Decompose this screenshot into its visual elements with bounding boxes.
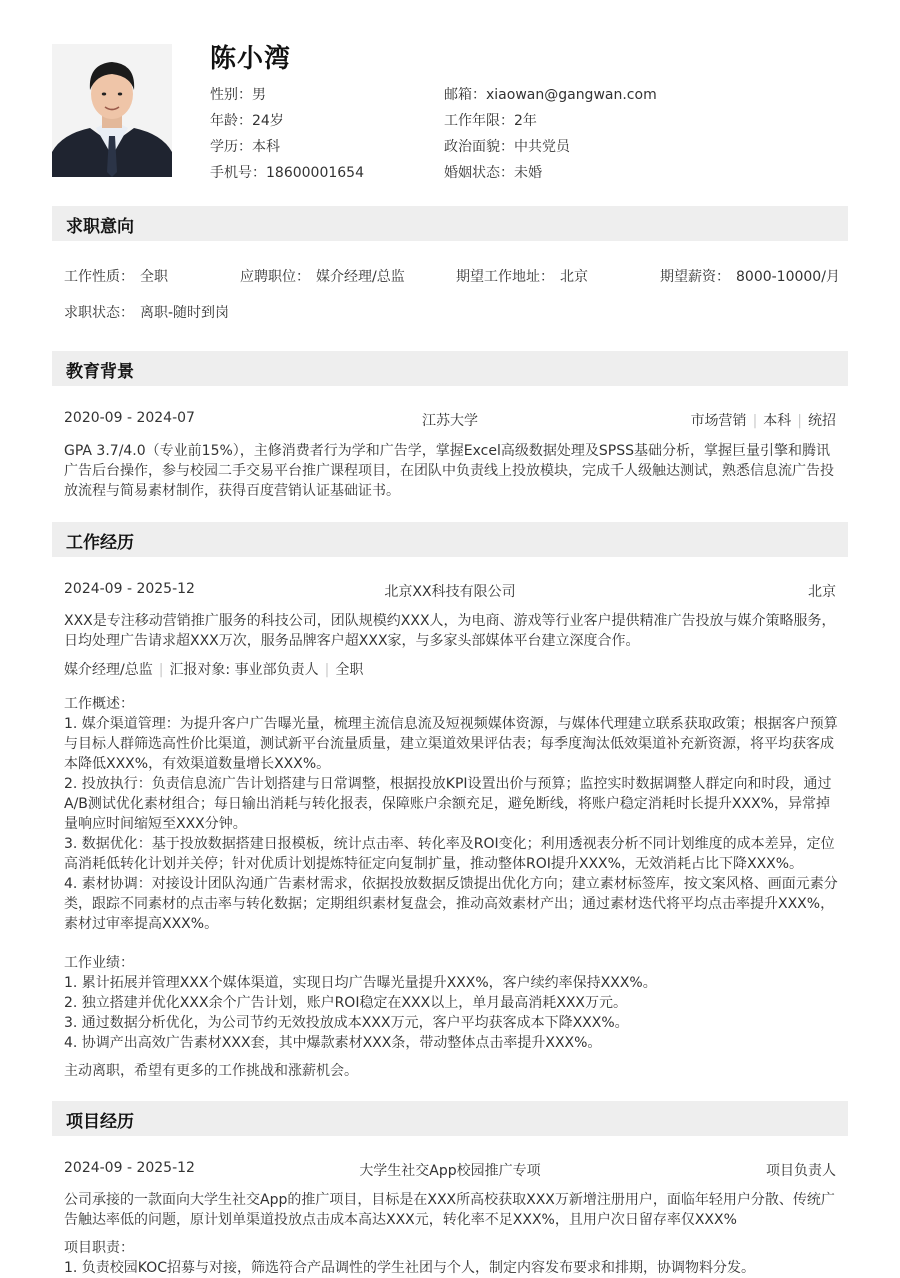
- section-title: 项目经历: [66, 1112, 134, 1132]
- info-gender: [210, 84, 266, 104]
- info-label: 邮箱：: [444, 87, 486, 103]
- info-phone: [210, 162, 364, 182]
- field-label: 期望薪资：: [660, 269, 730, 285]
- text-line: XXX是专注移动营销推广服务的科技公司，团队规模约XXX人，为电商、游戏等行业客户提供精准广告投放与媒介策略服务，: [64, 613, 836, 629]
- text-line: 类，跟踪不同素材的点击率与转化数据；定期组织素材复盘会，推动高效素材产出；通过素材迭代将平均点击率提升XXX%，: [64, 896, 835, 912]
- info-work-years: [444, 110, 537, 130]
- field-value: 离职-随时到岗: [140, 305, 230, 321]
- field-label: 应聘职位：: [240, 269, 310, 285]
- work-results: [64, 953, 839, 1053]
- text-line: 公司承接的一款面向大学生社交App的推广项目，目标是在XXX所高校获取XXX万新增注册用户，面临年轻用户分散、传统广: [64, 1192, 835, 1208]
- text-line: 量响应时间缩短至XXX分钟。: [64, 816, 247, 832]
- work-city: 北京: [808, 584, 836, 600]
- intent-status: [64, 302, 229, 322]
- text-line: A/B测试优化素材组合；每日输出消耗与转化报表，保障账户余额充足，避免断线，将账户稳定消耗时长提升XXX%，异常掉: [64, 796, 830, 812]
- info-label: 学历：: [210, 139, 252, 155]
- text-line: 3. 数据优化：基于投放数据搭建日报模板，统计点击率、转化率及ROI变化；利用透视表分析不同计划维度的成本差异，定位: [64, 836, 835, 852]
- intent-salary: [660, 266, 840, 286]
- text-line: 4. 协调产出高效广告素材XXX套，其中爆款素材XXX条，带动整体点击率提升XXX%。: [64, 1035, 602, 1051]
- text-line: 2. 独立搭建并优化XXX余个广告计划，账户ROI稳定在XXX以上，单月最高消耗XXX万元。: [64, 995, 627, 1011]
- info-value: xiaowan@gangwan.com: [486, 87, 657, 103]
- info-political: [444, 136, 570, 156]
- section-header-work: [52, 522, 848, 557]
- info-label: 政治面貌：: [444, 139, 514, 155]
- text-line: 放流程与简易素材制作，获得百度营销认证基础证书。: [64, 483, 400, 499]
- info-label: 年龄：: [210, 113, 252, 129]
- field-value: 媒介经理/总监: [316, 269, 405, 285]
- text-line: 2. 投放执行：负责信息流广告计划搭建与日常调整，根据投放KPI设置出价与预算；监控实时数据调整人群定向和时段，通过: [64, 776, 832, 792]
- tag-report-to: 汇报对象: 事业部负责人: [169, 662, 319, 678]
- work-leave-reason: 主动离职，希望有更多的工作挑战和涨薪机会。: [64, 1063, 358, 1079]
- work-tags: [64, 659, 363, 679]
- tag-title: 媒介经理/总监: [64, 662, 153, 678]
- info-value: 未婚: [514, 165, 542, 181]
- text-line: 4. 素材协调：对接设计团队沟通广告素材需求，依据投放数据反馈提出优化方向；建立素材标签库，按文案风格、画面元素分: [64, 876, 838, 892]
- work-company: 北京XX科技有限公司: [384, 584, 516, 600]
- info-value: 2年: [514, 113, 537, 129]
- field-label: 求职状态：: [64, 305, 134, 321]
- info-label: 性别：: [210, 87, 252, 103]
- info-marital: [444, 162, 542, 182]
- tag-separator: |: [158, 662, 164, 678]
- education-period: 2020-09 - 2024-07: [64, 410, 195, 426]
- project-period: 2024-09 - 2025-12: [64, 1160, 195, 1176]
- field-label: 工作性质：: [64, 269, 134, 285]
- info-value: 本科: [252, 139, 280, 155]
- tag-separator: |: [797, 413, 802, 429]
- section-header-project: [52, 1101, 848, 1136]
- text-line: 与目标人群筛选高性价比渠道，测试新平台流量质量，建立渠道效果评估表；每季度淘汰低效渠道补充新资源，将平均获客成: [64, 736, 834, 752]
- tag-type: 全职: [335, 662, 364, 678]
- section-header-education: [52, 351, 848, 386]
- text-line: 1. 负责校园KOC招募与对接，筛选符合产品调性的学生社团与个人，制定内容发布要求和排期，协调物料分发。: [64, 1260, 756, 1276]
- project-role: 项目负责人: [766, 1163, 836, 1179]
- text-line: 告触达率低的问题，原计划单渠道投放点击成本高达XXX元，转化率不足XXX%，且用户次日留存率仅XXX%: [64, 1212, 737, 1228]
- text-line: 3. 通过数据分析优化，为公司节约无效投放成本XXX万元，客户平均获客成本下降XXX%。: [64, 1015, 629, 1031]
- info-label: 婚姻状态：: [444, 165, 514, 181]
- field-value: 8000-10000/月: [736, 269, 840, 285]
- candidate-name: 陈小湾: [210, 44, 292, 74]
- project-description: [64, 1190, 839, 1230]
- section-title: 工作经历: [66, 533, 134, 553]
- text-line: 本降低XXX%，有效渠道数量增长XXX%。: [64, 756, 331, 772]
- person-photo-icon: [52, 44, 172, 177]
- tag-degree: 本科: [763, 413, 792, 429]
- tag-separator: |: [752, 413, 758, 429]
- tag-major: 市场营销: [690, 413, 747, 429]
- project-name: 大学生社交App校园推广专项: [359, 1163, 541, 1179]
- text-line: 广告后台操作，参与校园二手交易平台推广课程项目，在团队中负责线上投放模块，完成千人级触达测试，熟悉信息流广告投: [64, 463, 834, 479]
- info-value: 男: [252, 87, 266, 103]
- text-line: 1. 累计拓展并管理XXX个媒体渠道，实现日均广告曝光量提升XXX%，客户续约率保持XXX%。: [64, 975, 657, 991]
- info-value: 18600001654: [266, 165, 364, 181]
- text-line: 项目职责：: [64, 1240, 134, 1256]
- section-title: 求职意向: [66, 217, 134, 237]
- work-overview: [64, 694, 839, 934]
- tag-type: 统招: [808, 413, 836, 429]
- profile-photo: [52, 44, 172, 177]
- info-email: [444, 84, 657, 104]
- intent-position: [240, 266, 405, 286]
- text-line: 工作业绩：: [64, 955, 134, 971]
- text-line: 工作概述：: [64, 696, 134, 712]
- text-line: 1. 媒介渠道管理：为提升客户广告曝光量，梳理主流信息流及短视频媒体资源，与媒体代理建立联系获取政策；根据客户预算: [64, 716, 838, 732]
- info-education: [210, 136, 280, 156]
- intent-location: [456, 266, 588, 286]
- info-label: 工作年限：: [444, 113, 514, 129]
- tag-separator: |: [324, 662, 330, 678]
- info-age: [210, 110, 284, 130]
- field-value: 全职: [140, 269, 168, 285]
- intent-nature: [64, 266, 168, 286]
- education-school: 江苏大学: [422, 413, 478, 429]
- text-line: GPA 3.7/4.0（专业前15%），主修消费者行为学和广告学，掌握Excel高级数据处理及SPSS基础分析，掌握巨量引擎和腾讯: [64, 443, 830, 459]
- field-value: 北京: [560, 269, 588, 285]
- info-value: 中共党员: [514, 139, 570, 155]
- education-tags: [560, 410, 836, 430]
- field-label: 期望工作地址：: [456, 269, 554, 285]
- work-period: 2024-09 - 2025-12: [64, 581, 195, 597]
- section-header-intent: [52, 206, 848, 241]
- project-duties: [64, 1238, 839, 1278]
- info-value: 24岁: [252, 113, 284, 129]
- education-description: [64, 441, 839, 501]
- work-company-intro: [64, 611, 839, 651]
- text-line: 高消耗低转化计划并关停；针对优质计划提炼特征定向复制扩量，推动整体ROI提升XXX%，无效消耗占比下降XXX%。: [64, 856, 804, 872]
- info-label: 手机号：: [210, 165, 266, 181]
- text-line: 日均处理广告请求超XXX万次，服务品牌客户超XXX家，与多家头部媒体平台建立深度合作。: [64, 633, 640, 649]
- text-line: 素材过审率提高XXX%。: [64, 916, 219, 932]
- section-title: 教育背景: [66, 362, 134, 382]
